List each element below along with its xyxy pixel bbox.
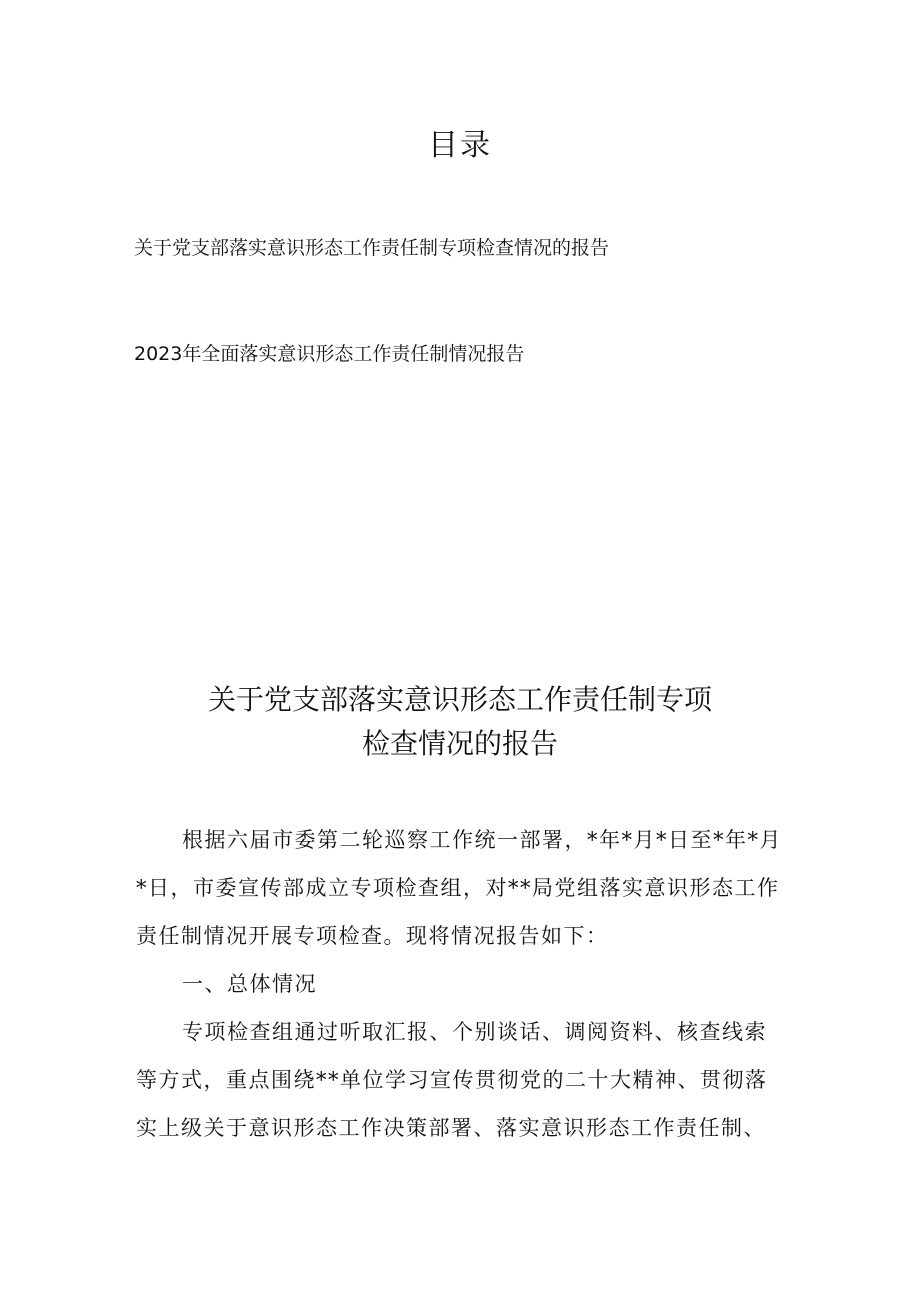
body-line: *日，市委宣传部成立专项检查组，对**局党组落实意识形态工作 bbox=[136, 876, 780, 900]
toc-item-2[interactable]: 2023年全面落实意识形态工作责任制情况报告 bbox=[134, 343, 525, 365]
section-heading: 一、总体情况 bbox=[182, 972, 317, 996]
toc-item-1[interactable]: 关于党支部落实意识形态工作责任制专项检查情况的报告 bbox=[134, 237, 610, 259]
body-line: 等方式，重点围绕**单位学习宣传贯彻党的二十大精神、贯彻落 bbox=[136, 1068, 768, 1092]
body-line: 专项检查组通过听取汇报、个别谈话、调阅资料、核查线索 bbox=[182, 1020, 767, 1044]
body-line: 根据六届市委第二轮巡察工作统一部署，*年*月*日至*年*月 bbox=[182, 828, 782, 852]
document-title-line-1: 关于党支部落实意识形态工作责任制专项 bbox=[207, 683, 712, 716]
toc-title: 目录 bbox=[428, 128, 492, 163]
body-line: 责任制情况开展专项检查。现将情况报告如下： bbox=[136, 924, 609, 948]
document-title-line-2: 检查情况的报告 bbox=[361, 727, 558, 760]
document-body bbox=[136, 816, 792, 1152]
document-title bbox=[0, 678, 920, 766]
body-line: 实上级关于意识形态工作决策部署、落实意识形态工作责任制、 bbox=[136, 1116, 766, 1140]
